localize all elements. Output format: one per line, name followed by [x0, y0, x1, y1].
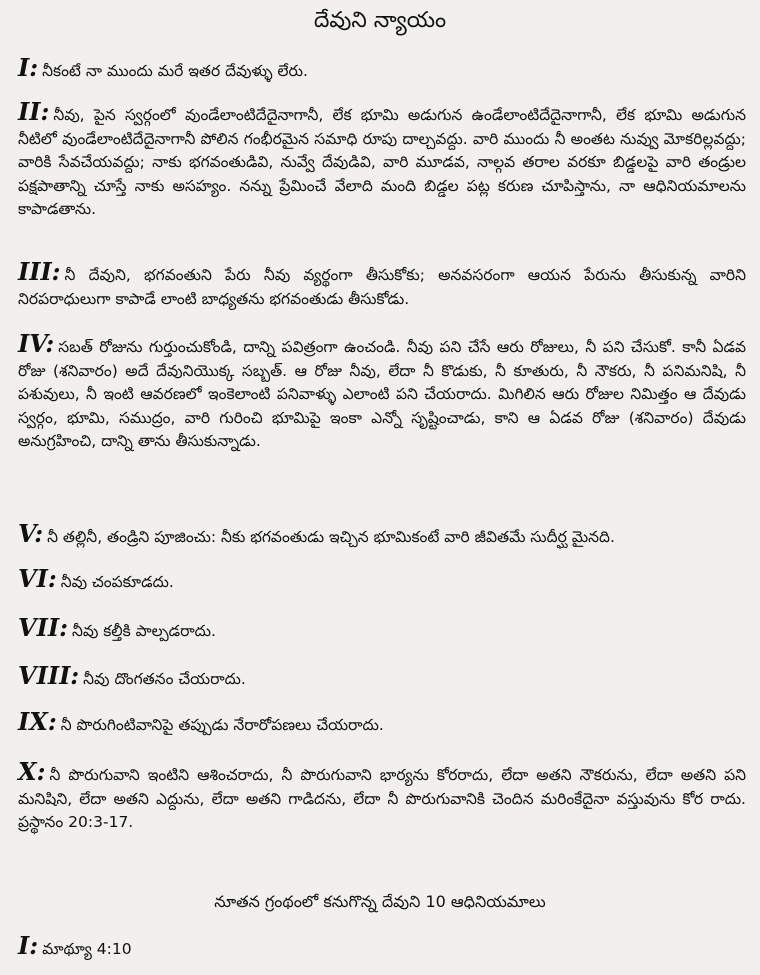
page-title: దేవుని న్యాయం — [313, 8, 447, 33]
commandment-9 — [18, 707, 746, 738]
commandment-text: నీవు కల్తీకి పాల్పడరాదు. — [71, 622, 216, 640]
commandment-number: IX: — [18, 707, 57, 736]
section-subtitle: నూతన గ్రంథంలో కనుగొన్న దేవుని 10 ఆధినియమాలు — [214, 892, 546, 911]
commandment-text: నీవు, పైన స్వర్గంలో వుండేలాంటిదేదైనాగానీ, లేక భూమి అడుగున ఉండేలాంటిదేదైనాగానీ, లేక భూమి అడుగున నీటిలో వుండేలాంటిదేదైనాగానీ పోలిన గంభీరమైన సమాధి రూపు దాల్చవద్దు. వారి ముందు నీ అంతట నువ్వు మోకరిల్లవద్దు; వారికి సేవచేయవద్దు; నాకు భగవంతుడివి, నువ్వే దేవుడివి, వారి మూడవ, నాల్గవ తరాల వరకూ బిడ్డలపై వారి తండ్రుల పక్షపాతాన్ని చూస్తే నాకు అసహ్యం. నన్ను ప్రేమించే వేలాది మంది బిడ్డల పట్ల కరుణ చూపిస్తాను, నా ఆధినియమాలను కాపాడతాను. — [18, 106, 746, 219]
commandment-3 — [18, 257, 746, 311]
reference-text: మాథ్యూ 4:10 — [42, 940, 132, 958]
commandment-number: V: — [18, 519, 44, 548]
commandment-text: నీకంటే నా ముందు మరే ఇతర దేవుళ్ళు లేరు. — [42, 62, 308, 80]
commandment-8 — [18, 661, 746, 692]
commandment-text: నీ పొరుగువాని ఇంటిని ఆశించరాదు, నీ పొరుగువాని భార్యను కోరరాదు, లేదా అతని నౌకరును, లేదా అతని పని మనిషిని, లేదా అతని ఎద్దును, లేదా అతని గాడిదను, లేదా నీ పొరుగువానికి చెందిన మరింకేదైనా వస్తువును కోర రాదు. ప్రస్థానం 20:3-17. — [18, 766, 746, 832]
commandment-7 — [18, 613, 746, 644]
commandment-5 — [18, 519, 746, 550]
commandment-2 — [18, 97, 746, 222]
commandment-number: II: — [18, 97, 50, 126]
commandment-number: VI: — [18, 564, 57, 593]
commandment-number: IV: — [18, 329, 55, 358]
reference-number: I: — [18, 931, 39, 960]
commandment-text: నీ దేవుని, భగవంతుని పేరు నీవు వ్యర్థంగా తీసుకోకు; అనవసరంగా ఆయన పేరును తీసుకున్న వారిని నిరపరాధులుగా కాపాడే లాంటి బాధ్యతను భగవంతుడు తీసుకోడు. — [18, 266, 746, 308]
commandment-number: VII: — [18, 613, 68, 642]
commandment-number: VIII: — [18, 661, 80, 690]
commandment-number: I: — [18, 53, 39, 82]
commandment-text: నీ తల్లినీ, తండ్రిని పూజించు: నీకు భగవంతుడు ఇచ్చిన భూమికంటే వారి జీవితమే సుదీర్ఘ మైనది. — [47, 528, 615, 546]
commandment-text: నీవు చంపకూడదు. — [60, 573, 174, 591]
commandment-6 — [18, 564, 746, 595]
commandment-text: నీవు దొంగతనం చేయరాదు. — [83, 670, 246, 688]
commandment-text: నీ పొరుగింటివానిపై తప్పుడు నేరారోపణలు చేయరాదు. — [60, 716, 384, 734]
commandment-number: X: — [18, 757, 46, 786]
commandment-1 — [18, 53, 746, 84]
reference-line — [18, 931, 746, 962]
commandment-number: III: — [18, 257, 61, 286]
commandment-text: సబత్ రోజును గుర్తుంచుకోండి, దాన్ని పవిత్రంగా ఉంచండి. నీవు పని చేసే ఆరు రోజులు, నీ పని చేసుకో. కానీ ఏడవ రోజు (శనివారం) అదే దేవునియొక్క సబ్బత్. ఆ రోజు నీవు, లేదా నీ కొడుకు, నీ కూతురు, నీ నౌకరు, నీ పనిమనిషి, నీ పశువులు, నీ ఇంటి ఆవరణలో ఇంకెలాంటి పనివాళ్ళు ఎలాంటి పని చేయరాదు. మిగిలిన ఆరు రోజుల నిమిత్తం ఆ దేవుడు స్వర్గం, భూమి, సముద్రం, వారి గురించి భూమిపై ఇంకా ఎన్నో సృష్టించాడు, కాని ఆ ఏడవ రోజు (శనివారం) దేవుడు అనుగ్రహించి, దాన్ని తాను తీసుకున్నాడు. — [18, 338, 746, 451]
commandment-4 — [18, 329, 746, 454]
commandment-10 — [18, 757, 746, 835]
